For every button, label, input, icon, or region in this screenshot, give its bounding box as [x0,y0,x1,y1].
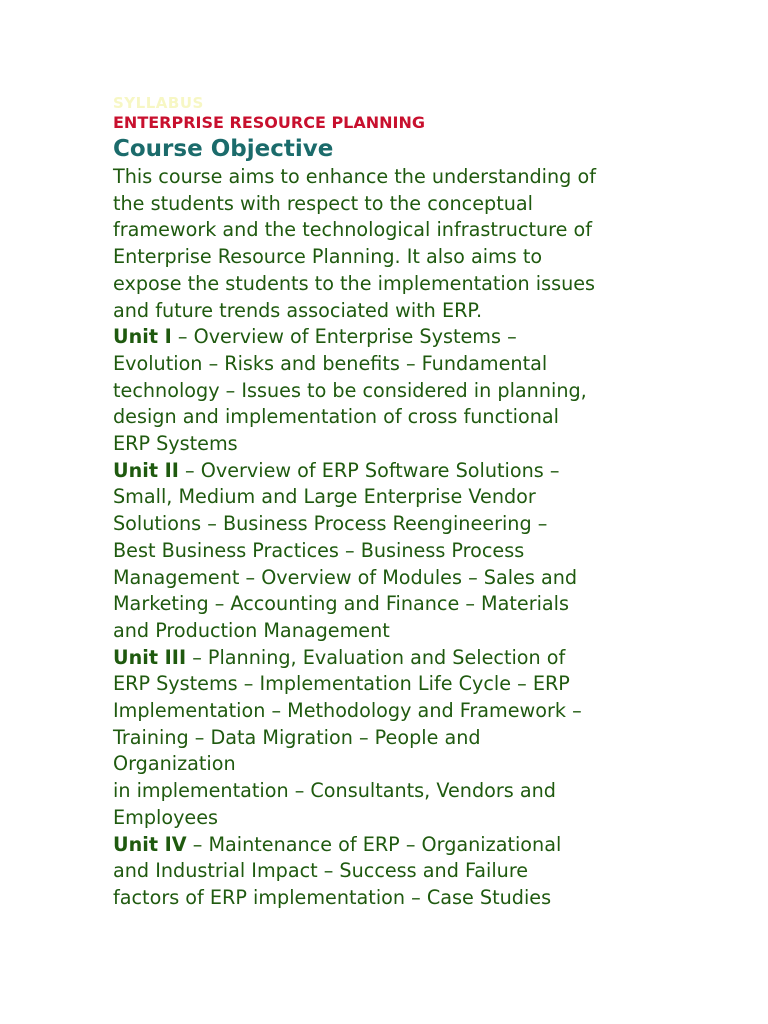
syllabus-label: SYLLABUS [113,94,204,112]
objective-line: framework and the technological infrastructure of [113,218,593,242]
syllabus-page [113,95,673,912]
objective-line: the students with respect to the conceptual [113,191,533,215]
unit-heading-line [113,645,673,672]
unit-line: ERP Systems [113,432,238,456]
unit-line: factors of ERP implementation – Case Studies [113,885,552,909]
unit-line: Solutions – Business Process Reengineering – [113,512,548,536]
unit-line: Training – Data Migration – People and [113,725,481,749]
unit-line: Evolution – Risks and benefits – Fundamental [113,351,548,375]
unit-2-label: Unit II [113,458,179,482]
unit-line: Organization [113,752,236,776]
unit-4-first-line: – Maintenance of ERP – Organizational [186,832,562,856]
unit-1-first-line: – Overview of Enterprise Systems – [171,325,517,349]
unit-2-section [113,458,673,645]
objective-line: Enterprise Resource Planning. It also aims to [113,245,543,269]
course-title: ENTERPRISE RESOURCE PLANNING [113,113,425,132]
unit-line: Employees [113,805,219,829]
objective-line: This course aims to enhance the understanding of [113,165,596,188]
unit-line: Management – Overview of Modules – Sales and [113,565,578,589]
unit-4-label: Unit IV [113,832,187,856]
unit-1-section [113,324,673,458]
unit-line: design and implementation of cross functional [113,405,559,429]
unit-4-section [113,832,673,912]
unit-line: Marketing – Accounting and Finance – Materials [113,592,570,616]
unit-line: Implementation – Methodology and Framework – [113,699,582,723]
unit-line: and Production Management [113,618,390,642]
unit-line: and Industrial Impact – Success and Failure [113,859,529,883]
course-objective-heading: Course Objective [113,136,334,162]
unit-heading-line [113,832,673,859]
unit-3-section [113,645,673,832]
unit-3-first-line: – Planning, Evaluation and Selection of [186,645,566,669]
unit-heading-line [113,458,673,485]
course-objective-text [113,164,673,324]
unit-line: technology – Issues to be considered in planning, [113,378,587,402]
unit-line: Best Business Practices – Business Process [113,538,525,562]
unit-line: ERP Systems – Implementation Life Cycle – ERP [113,672,570,696]
unit-2-first-line: – Overview of ERP Software Solutions – [178,458,560,482]
unit-line: Small, Medium and Large Enterprise Vendor [113,485,536,509]
objective-line: expose the students to the implementation issues [113,271,596,295]
unit-line: in implementation – Consultants, Vendors and [113,779,556,803]
objective-line: and future trends associated with ERP. [113,298,483,322]
unit-3-label: Unit III [113,645,187,669]
unit-1-label: Unit I [113,325,172,349]
unit-heading-line [113,324,673,351]
